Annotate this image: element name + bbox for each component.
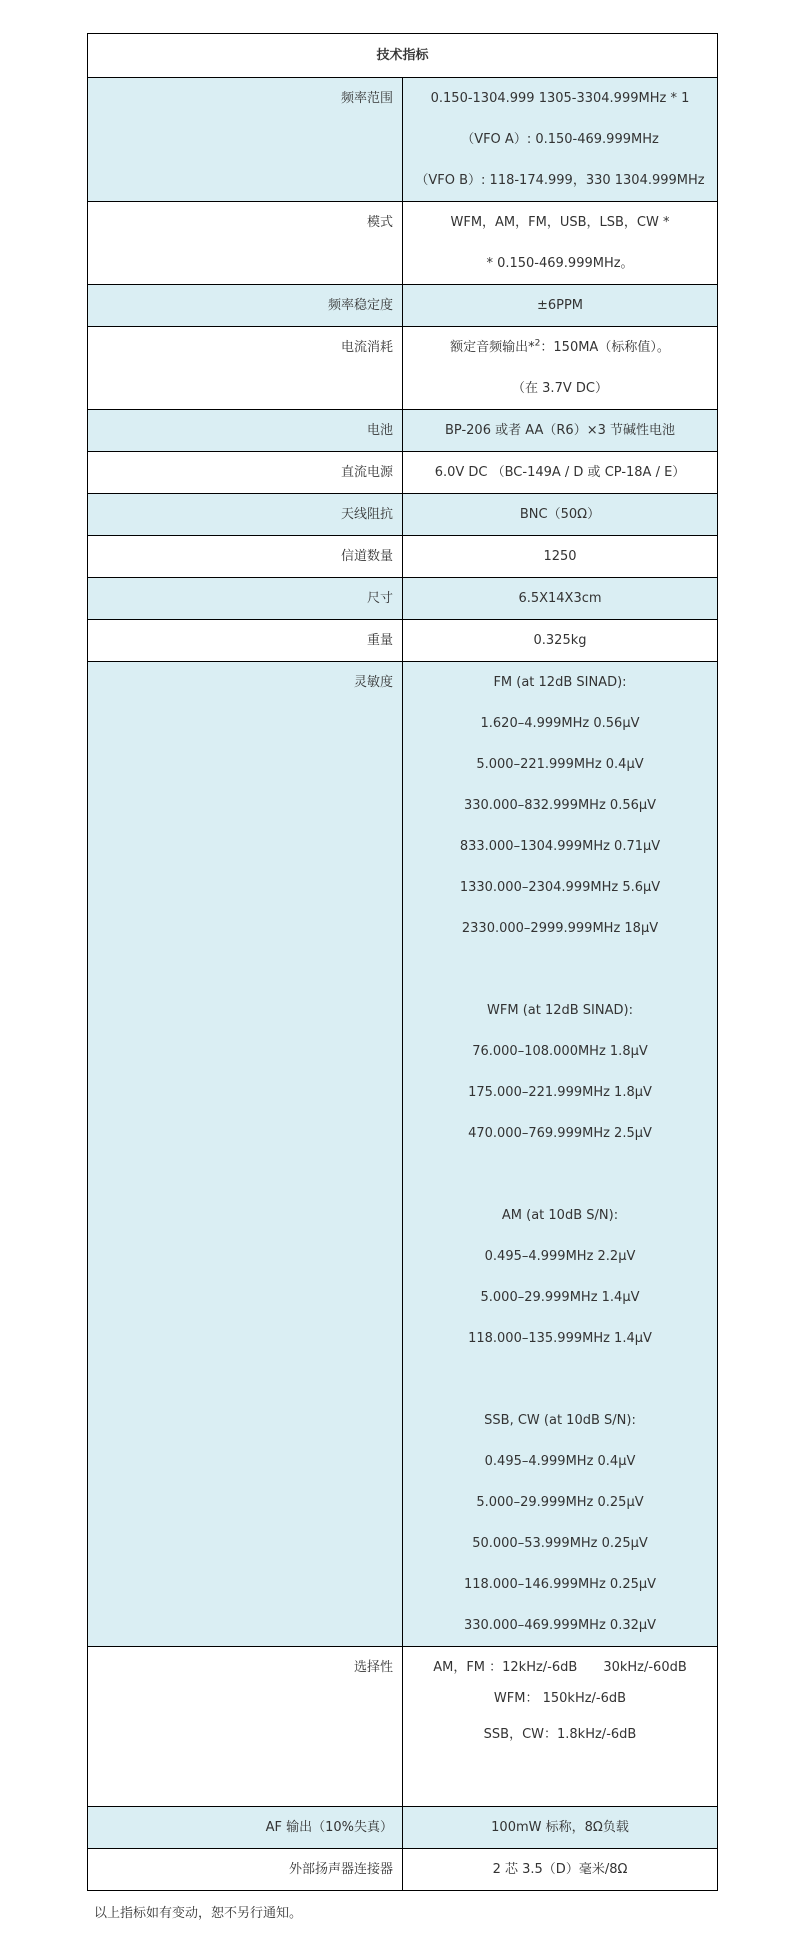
value-line: 470.000–769.999MHz 2.5μV	[468, 1126, 652, 1141]
table-row-sensitivity	[88, 662, 718, 1647]
table-row-antenna-impedance	[88, 494, 718, 536]
value-line: 5.000–29.999MHz 1.4μV	[480, 1290, 640, 1305]
value-line: 0.495–4.999MHz 2.2μV	[484, 1249, 636, 1264]
value-line: 330.000–469.999MHz 0.32μV	[463, 1618, 657, 1633]
value-line: ±6PPM	[536, 298, 584, 313]
value-line: 1250	[543, 549, 577, 564]
value-line: 6.5X14X3cm	[518, 591, 602, 606]
value-line: AM，FM ：12kHz/-6dB 30kHz/-60dB	[433, 1660, 687, 1675]
table-row-frequency-range	[88, 78, 718, 202]
row-value	[403, 494, 718, 536]
value-text: ：150MA（标称值）。	[540, 340, 670, 355]
row-label: 模式	[88, 202, 403, 285]
row-value	[403, 1647, 718, 1807]
value-line: WFM： 150kHz/-6dB	[493, 1691, 627, 1706]
value-line: BP-206 或者 AA（R6）×3 节碱性电池	[445, 423, 675, 438]
row-label: 尺寸	[88, 578, 403, 620]
value-line: 0.325kg	[533, 633, 587, 648]
value-line: （VFO A）: 0.150-469.999MHz	[461, 132, 659, 147]
row-label: 直流电源	[88, 452, 403, 494]
table-row-channel-count	[88, 536, 718, 578]
value-line: BNC（50Ω）	[519, 507, 601, 522]
value-line	[403, 327, 717, 368]
value-line: WFM，AM，FM，USB，LSB，CW *	[450, 215, 670, 230]
row-value	[403, 285, 718, 327]
row-value	[403, 536, 718, 578]
table-row-af-output	[88, 1807, 718, 1849]
row-label: 频率范围	[88, 78, 403, 202]
row-label: 外部扬声器连接器	[88, 1849, 403, 1891]
row-value	[403, 1849, 718, 1891]
table-title: 技术指标	[88, 34, 718, 78]
row-value	[403, 202, 718, 285]
value-line: 5.000–29.999MHz 0.25μV	[476, 1495, 644, 1510]
row-label: 电流消耗	[88, 327, 403, 410]
blank-line	[403, 949, 717, 990]
table-title-row	[88, 34, 718, 78]
row-label: AF 输出（10%失真）	[88, 1807, 403, 1849]
value-line: FM (at 12dB SINAD):	[493, 675, 627, 690]
value-line: 833.000–1304.999MHz 0.71μV	[459, 839, 661, 854]
row-value	[403, 327, 718, 410]
value-line: * 0.150-469.999MHz。	[486, 256, 634, 271]
value-line: 1.620–4.999MHz 0.56μV	[480, 716, 640, 731]
value-line: 2 芯 3.5（D）毫米/8Ω	[492, 1862, 628, 1877]
row-label: 灵敏度	[88, 662, 403, 1647]
value-line: （在 3.7V DC）	[512, 381, 608, 396]
row-label: 天线阻抗	[88, 494, 403, 536]
row-value	[403, 620, 718, 662]
table-row-dc-power	[88, 452, 718, 494]
value-line: 0.150-1304.999 1305-3304.999MHz * 1	[430, 91, 690, 106]
row-value	[403, 1807, 718, 1849]
row-label: 重量	[88, 620, 403, 662]
value-line: 50.000–53.999MHz 0.25μV	[472, 1536, 648, 1551]
row-value	[403, 578, 718, 620]
row-label: 选择性	[88, 1647, 403, 1807]
value-line: 5.000–221.999MHz 0.4μV	[476, 757, 644, 772]
value-line: SSB, CW (at 10dB S/N):	[484, 1413, 636, 1428]
row-value	[403, 78, 718, 202]
blank-line	[403, 1154, 717, 1195]
value-line: 118.000–135.999MHz 1.4μV	[468, 1331, 652, 1346]
table-row-selectivity	[88, 1647, 718, 1807]
value-line: 100mW 标称，8Ω负载	[491, 1820, 629, 1835]
value-line: AM (at 10dB S/N):	[501, 1208, 619, 1223]
blank-line	[403, 1755, 717, 1806]
value-line: （VFO B）: 118-174.999，330 1304.999MHz	[415, 173, 705, 188]
row-label: 电池	[88, 410, 403, 452]
value-line: 118.000–146.999MHz 0.25μV	[463, 1577, 657, 1592]
table-row-current-consumption	[88, 327, 718, 410]
value-line: 6.0V DC （BC-149A / D 或 CP-18A / E）	[434, 465, 686, 480]
value-line: WFM (at 12dB SINAD):	[487, 1003, 633, 1018]
value-line: 175.000–221.999MHz 1.8μV	[468, 1085, 652, 1100]
value-line: SSB，CW：1.8kHz/-6dB	[483, 1727, 637, 1742]
spec-table	[87, 33, 718, 1891]
value-text: 额定音频输出*	[450, 340, 535, 355]
table-row-mode	[88, 202, 718, 285]
row-value	[403, 662, 718, 1647]
footnote-disclaimer: 以上指标如有变动，恕不另行通知。	[94, 1906, 303, 1921]
value-line: 0.495–4.999MHz 0.4μV	[484, 1454, 636, 1469]
table-row-battery	[88, 410, 718, 452]
table-row-dimensions	[88, 578, 718, 620]
row-value	[403, 452, 718, 494]
row-label: 频率稳定度	[88, 285, 403, 327]
value-line: 330.000–832.999MHz 0.56μV	[463, 798, 657, 813]
footnote-marker: 2	[534, 338, 541, 349]
value-line: 1330.000–2304.999MHz 5.6μV	[459, 880, 661, 895]
table-row-weight	[88, 620, 718, 662]
value-line: 76.000–108.000MHz 1.8μV	[472, 1044, 648, 1059]
row-value	[403, 410, 718, 452]
table-row-external-speaker	[88, 1849, 718, 1891]
value-line: 2330.000–2999.999MHz 18μV	[461, 921, 659, 936]
row-label: 信道数量	[88, 536, 403, 578]
blank-line	[403, 1359, 717, 1400]
table-row-frequency-stability	[88, 285, 718, 327]
